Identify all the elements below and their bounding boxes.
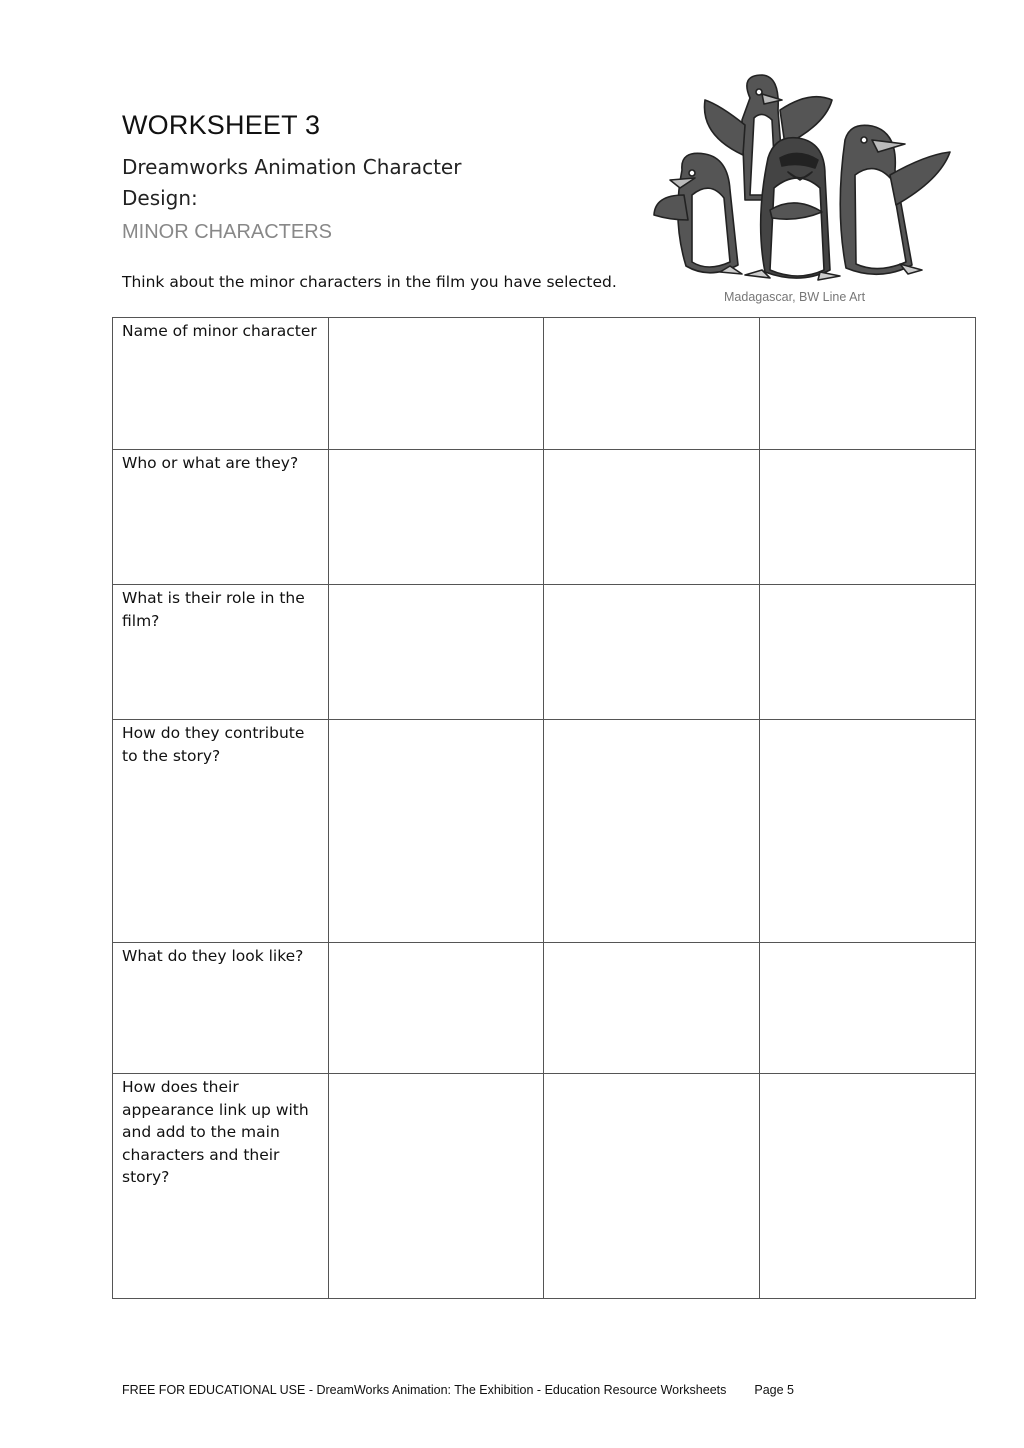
table-row xyxy=(113,585,976,720)
answer-cell[interactable] xyxy=(760,450,976,585)
answer-cell[interactable] xyxy=(544,720,760,943)
answer-cell[interactable] xyxy=(760,318,976,450)
answer-cell[interactable] xyxy=(760,943,976,1074)
row-label: How does their appearance link up with and add to the main characters and their story? xyxy=(113,1074,329,1299)
answer-cell[interactable] xyxy=(329,720,544,943)
image-caption: Madagascar, BW Line Art xyxy=(724,290,866,304)
answer-cell[interactable] xyxy=(329,450,544,585)
row-label: Who or what are they? xyxy=(113,450,329,585)
answer-cell[interactable] xyxy=(544,318,760,450)
intro-text: Think about the minor characters in the film you have selected. xyxy=(122,273,617,291)
table-row xyxy=(113,318,976,450)
answer-cell[interactable] xyxy=(544,1074,760,1299)
answer-cell[interactable] xyxy=(760,720,976,943)
worksheet-subtitle: Dreamworks Animation Character Design: xyxy=(122,155,462,210)
answer-cell[interactable] xyxy=(544,585,760,720)
minor-characters-table xyxy=(112,317,976,1299)
table-row xyxy=(113,450,976,585)
answer-cell[interactable] xyxy=(329,585,544,720)
worksheet-title: WORKSHEET 3 xyxy=(122,110,321,140)
row-label: Name of minor character xyxy=(113,318,329,450)
page-number: Page 5 xyxy=(754,1383,794,1397)
answer-cell[interactable] xyxy=(329,318,544,450)
table-row xyxy=(113,720,976,943)
footer-text: FREE FOR EDUCATIONAL USE - DreamWorks Animation: The Exhibition - Education Resource Worksheets xyxy=(122,1383,727,1397)
answer-cell[interactable] xyxy=(544,450,760,585)
table-row xyxy=(113,943,976,1074)
answer-cell[interactable] xyxy=(760,585,976,720)
answer-cell[interactable] xyxy=(329,1074,544,1299)
table-row xyxy=(113,1074,976,1299)
row-label: What do they look like? xyxy=(113,943,329,1074)
page-footer xyxy=(122,1383,794,1397)
row-label: How do they contribute to the story? xyxy=(113,720,329,943)
row-label: What is their role in the film? xyxy=(113,585,329,720)
answer-cell[interactable] xyxy=(329,943,544,1074)
answer-cell[interactable] xyxy=(544,943,760,1074)
answer-cell[interactable] xyxy=(760,1074,976,1299)
section-heading: MINOR CHARACTERS xyxy=(122,221,333,243)
penguins-line-art-icon xyxy=(650,70,955,285)
